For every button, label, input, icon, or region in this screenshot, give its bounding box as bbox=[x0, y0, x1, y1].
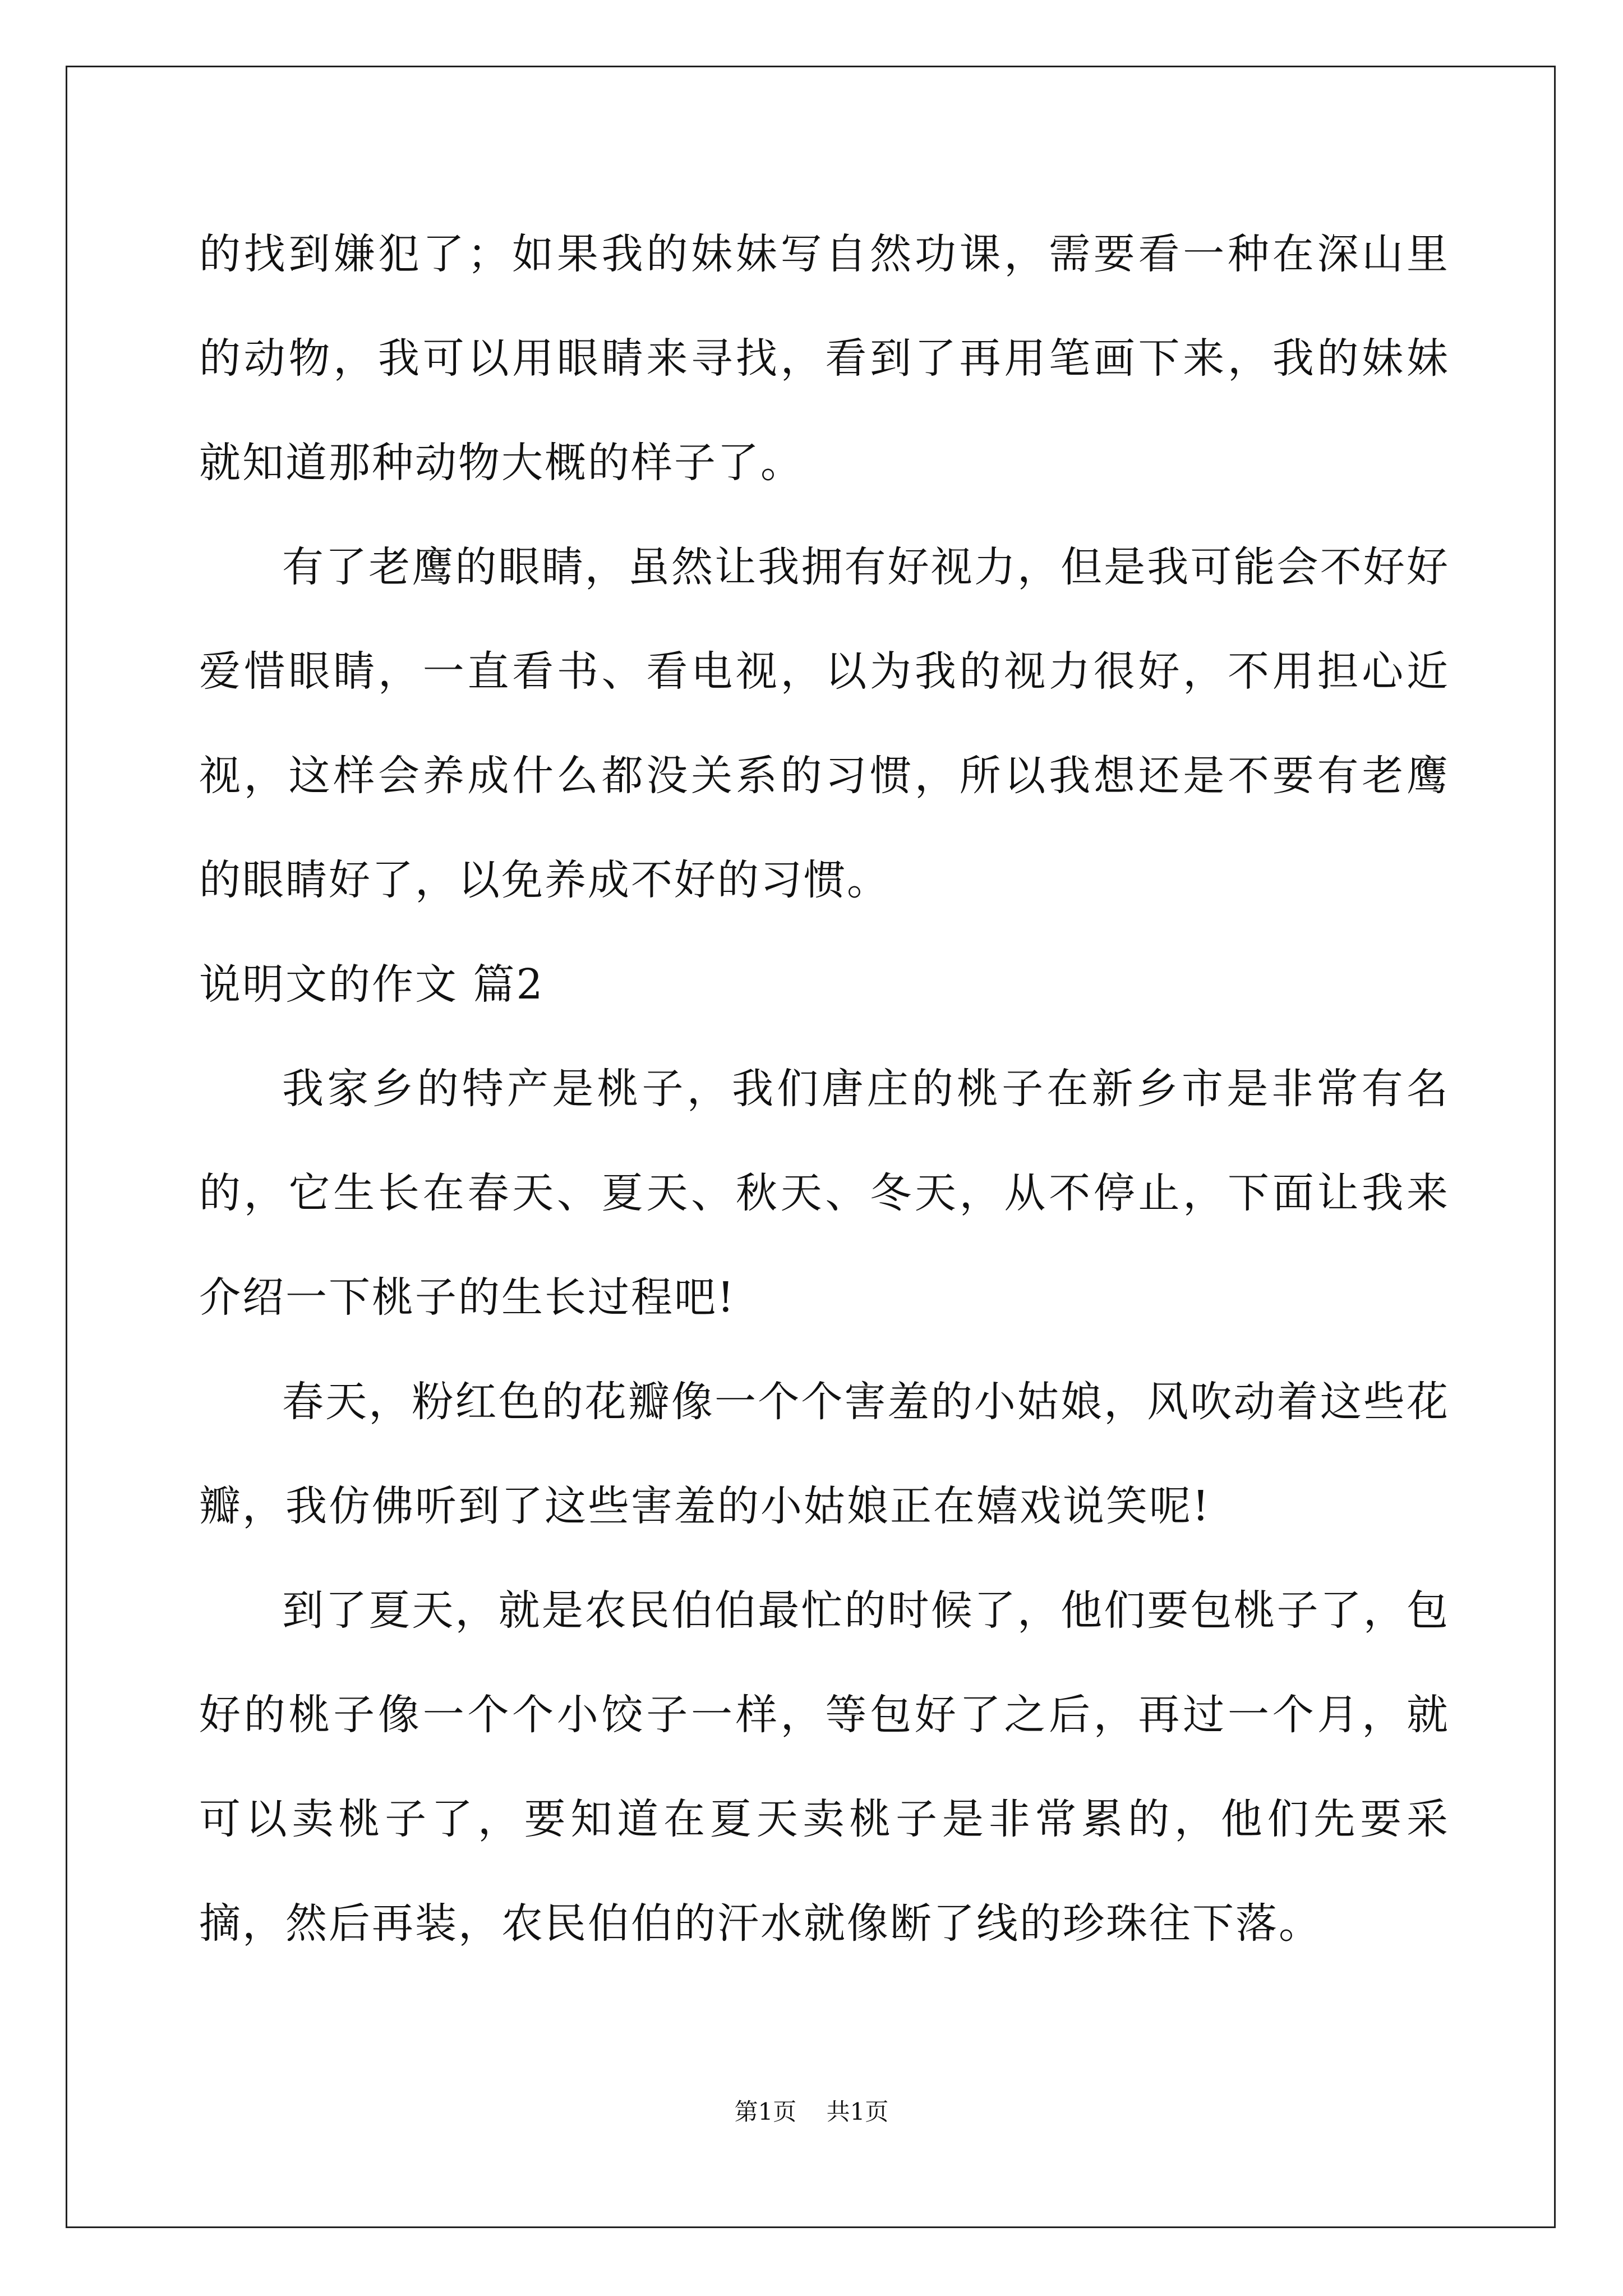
paragraph-3: 我家乡的特产是桃子，我们唐庄的桃子在新乡市是非常有名的，它生长在春天、夏天、秋天、冬天，从不停止，下面让我来介绍一下桃子的生长过程吧! bbox=[199, 1065, 1450, 1322]
page-number: 第1页 bbox=[734, 2098, 797, 2125]
page-footer bbox=[0, 2095, 1623, 2129]
page-total: 共1页 bbox=[826, 2098, 889, 2125]
document-body bbox=[199, 202, 1450, 1976]
paragraph-4: 春天，粉红色的花瓣像一个个害羞的小姑娘，风吹动着这些花瓣，我仿佛听到了这些害羞的小姑娘正在嬉戏说笑呢! bbox=[199, 1378, 1450, 1530]
paragraph-1: 的找到嫌犯了；如果我的妹妹写自然功课，需要看一种在深山里的动物，我可以用眼睛来寻找，看到了再用笔画下来，我的妹妹就知道那种动物大概的样子了。 bbox=[199, 230, 1450, 487]
paragraph-2: 有了老鹰的眼睛，虽然让我拥有好视力，但是我可能会不好好爱惜眼睛，一直看书、看电视，以为我的视力很好，不用担心近视，这样会养成什么都没关系的习惯，所以我想还是不要有老鹰的眼睛好了，以免养成不好的习惯。 bbox=[199, 543, 1450, 904]
section-heading: 说明文的作文 篇2 bbox=[199, 960, 545, 1009]
paragraph-5: 到了夏天，就是农民伯伯最忙的时候了，他们要包桃子了，包好的桃子像一个个小饺子一样，等包好了之后，再过一个月，就可以卖桃子了，要知道在夏天卖桃子是非常累的，他们先要采摘，然后再装，农民伯伯的汗水就像断了线的珍珠往下落。 bbox=[199, 1586, 1450, 1948]
